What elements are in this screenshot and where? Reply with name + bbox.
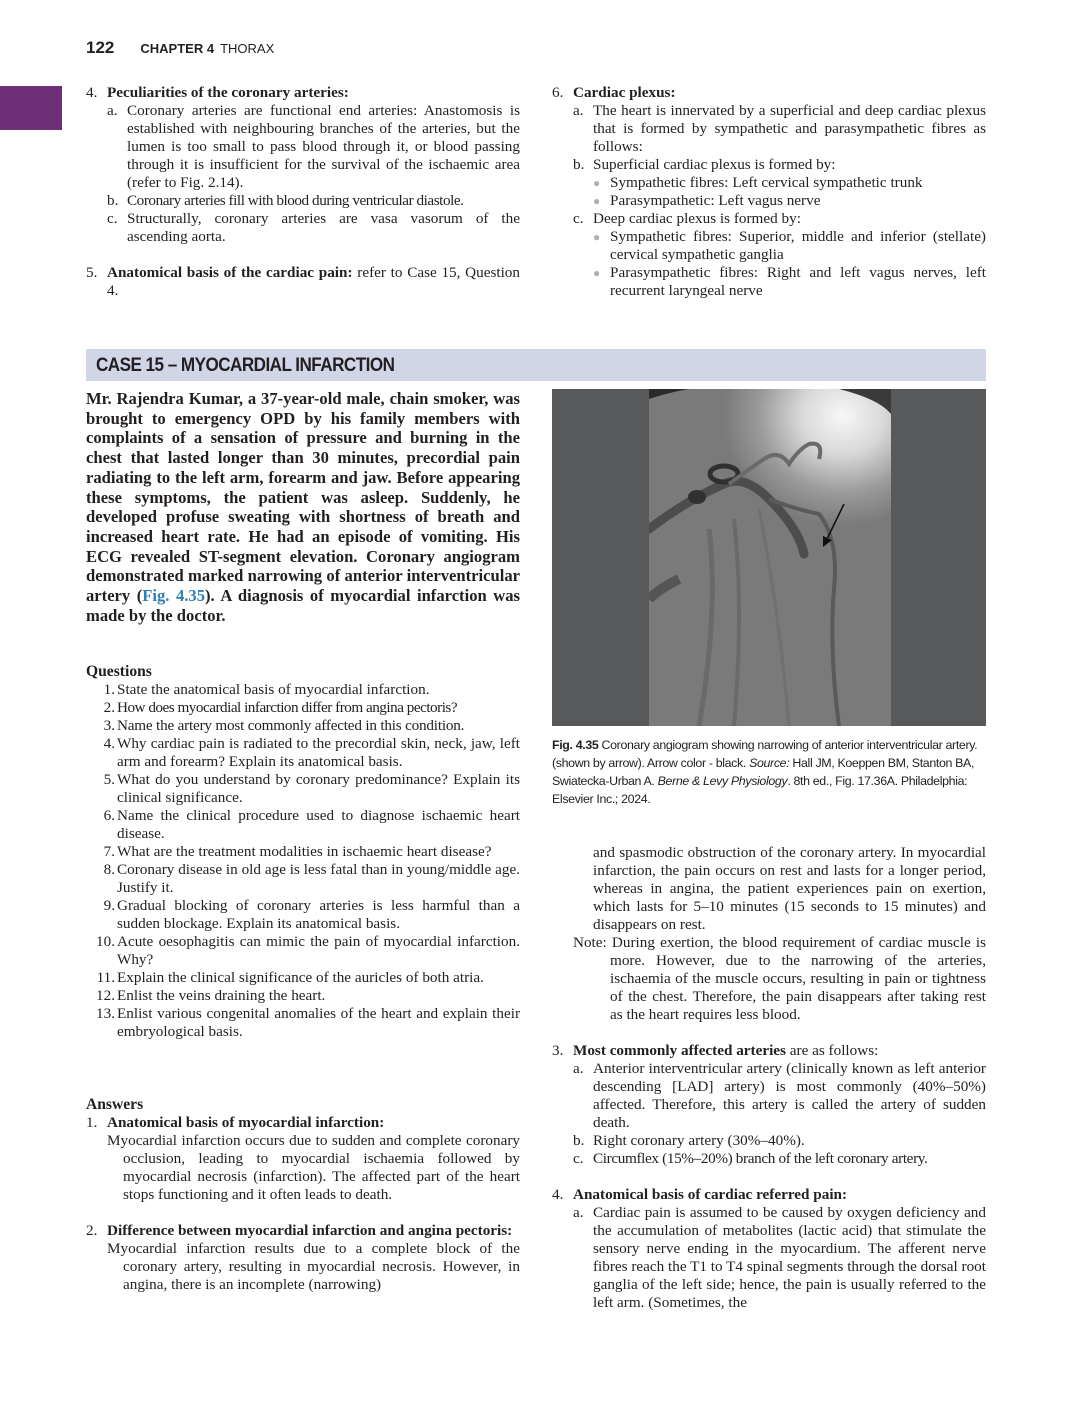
answer-title: Most commonly affected arteries <box>573 1042 786 1059</box>
answers-continued-column <box>552 844 986 1312</box>
question-item: 13. Enlist various congenital anomalies of the heart and explain their embryological basis. <box>96 1005 520 1040</box>
page-number: 122 <box>86 38 115 57</box>
answer-text: Myocardial infarction occurs due to sudden and complete coronary occlusion, leading to myocardial ischaemia followed by myocardial necrosis (infarction). The affected part of the heart stops functioning and it often leads to death. <box>107 1132 520 1203</box>
sub-item: a. Anterior interventricular artery (clinically known as left anterior descending [LAD] artery) is most commonly (40%–50%) affected. Therefore, this artery is called the artery of sudden death. <box>573 1060 986 1131</box>
figure-label: Fig. 4.35 <box>552 738 599 752</box>
bullet-icon: ● <box>593 176 601 190</box>
list-item-5: 5. Anatomical basis of the cardiac pain: refer to Case 15, Question 4. <box>86 264 520 299</box>
bullet-item: ● Sympathetic fibres: Superior, middle and inferior (stellate) cervical sympathetic ganglia <box>593 228 986 263</box>
question-item: 11. Explain the clinical significance of the auricles of both atria. <box>96 969 484 986</box>
sub-item: a. Cardiac pain is assumed to be caused by oxygen deficiency and the accumulation of metabolites (lactic acid) that stimulate the sensory nerve ending in the myocardium. The afferent nerve fibres reach the T1 to T4 spinal segments through the dorsal root ganglia of the left side; hence, the pain is usually referred to the left arm. (Sometimes, the <box>573 1204 986 1311</box>
answer-item-2: 2. Difference between myocardial infarction and angina pectoris: <box>86 1222 520 1240</box>
answers-section <box>86 1096 520 1294</box>
answer-item-3: 3. Most commonly affected arteries are as follows: <box>552 1042 879 1059</box>
list-item-4: 4. Peculiarities of the coronary arteries: <box>86 84 520 102</box>
book-title: Berne & Levy Physiology <box>657 774 788 788</box>
answer-text: Myocardial infarction results due to a complete block of the coronary artery, resulting in myocardial necrosis. However, in angina, there is an incomplete (narrowing) <box>107 1240 520 1293</box>
questions-section <box>86 663 520 1041</box>
question-item: 7. What are the treatment modalities in ischaemic heart disease? <box>103 843 492 860</box>
case-vignette: Mr. Rajendra Kumar, a 37-year-old male, chain smoker, was brought to emergency OPD by his family members with complaints of a sensation of pressure and burning in the chest that lasted longer than 30 minutes, precordial pain radiating to the left arm, forearm and jaw. Before appearing these symptoms, the patient was asleep. Suddenly, he developed profuse sweating with shortness of breath and increased heart rate. He had an episode of vomiting. His ECG revealed ST-segment elevation. Coronary angiogram demonstrated marked narrowing of anterior interventricular artery (Fig. 4.35). A diagnosis of myocardial infarction was made by the doctor. <box>86 389 520 625</box>
question-item: 4. Why cardiac pain is radiated to the precordial skin, neck, jaw, left arm and forearm? Explain its anatomical basis. <box>103 735 520 770</box>
question-item: 12. Enlist the veins draining the heart. <box>96 987 326 1004</box>
angiogram-figure <box>552 389 986 726</box>
bullet-item: ● Sympathetic fibres: Left cervical sympathetic trunk <box>593 174 923 191</box>
question-item: 1. State the anatomical basis of myocardial infarction. <box>103 681 430 698</box>
question-item: 10. Acute oesophagitis can mimic the pain of myocardial infarction. Why? <box>96 933 520 968</box>
sub-item: c. Circumflex (15%–20%) branch of the left coronary artery. <box>573 1150 928 1167</box>
sub-item: b. Right coronary artery (30%–40%). <box>573 1132 805 1149</box>
question-item: 8. Coronary disease in old age is less fatal than in young/middle age. Justify it. <box>103 861 520 896</box>
answer-item-4: 4. Anatomical basis of cardiac referred pain: <box>552 1186 986 1204</box>
item-title: Cardiac plexus: <box>573 84 676 101</box>
sub-item: b. Superficial cardiac plexus is formed by: <box>573 156 836 173</box>
running-head <box>86 38 274 58</box>
sub-item: a. The heart is innervated by a superficial and deep cardiac plexus that is formed by sympathetic and parasympathetic fibres as follows: <box>573 102 986 155</box>
bullet-icon: ● <box>593 230 601 244</box>
chapter-thumb-tab <box>0 86 62 130</box>
figure-caption: Fig. 4.35 Coronary angiogram showing narrowing of anterior interventricular artery. (shown by arrow). Arrow color - black. Source: Hall JM, Koeppen BM, Stanton BA, Swiatecka-Urban A. Berne & Levy Physiology. 8th ed., Fig. 17.36A. Philadelphia: Elsevier Inc.; 2024. <box>552 738 978 806</box>
case-title-band <box>86 349 986 381</box>
answer-title: Anatomical basis of myocardial infarction: <box>107 1114 385 1131</box>
top-left-column <box>86 84 520 300</box>
questions-heading: Questions <box>86 663 152 680</box>
answer-2-continued: and spasmodic obstruction of the coronary artery. In myocardial infarction, the pain occurs on rest and lasts for a longer period, whereas in angina, the patient experiences pain on exertion, which lasts for 5–10 minutes (15 seconds to 15 minutes) and disappears on rest. <box>593 844 986 933</box>
chapter-name: THORAX <box>220 41 275 56</box>
sub-item: a. Coronary arteries are functional end arteries: Anastomosis is established with neighbouring branches of the arteries, but the lumen is too small to pass blood through it, or blood passing through it is insufficient for the survival of the ischaemic area (refer to Fig. 2.14). <box>107 102 520 191</box>
sub-item: b. Coronary arteries fill with blood during ventricular diastole. <box>107 192 464 209</box>
case-title: CASE 15 – MYOCARDIAL INFARCTION <box>96 355 395 376</box>
list-item-6: 6. Cardiac plexus: <box>552 84 986 102</box>
question-item: 3. Name the artery most commonly affected in this condition. <box>103 717 465 734</box>
answer-title: Anatomical basis of cardiac referred pain: <box>573 1186 848 1203</box>
arrow-icon <box>649 389 891 726</box>
bullet-item: ● Parasympathetic: Left vagus nerve <box>593 192 821 209</box>
bullet-icon: ● <box>593 266 601 280</box>
bullet-icon: ● <box>593 194 601 208</box>
answer-title: Difference between myocardial infarction and angina pectoris: <box>107 1222 513 1239</box>
question-item: 6. Name the clinical procedure used to diagnose ischaemic heart disease. <box>103 807 520 842</box>
bullet-item: ● Parasympathetic fibres: Right and left vagus nerves, left recurrent laryngeal nerve <box>593 264 986 299</box>
item-title: Peculiarities of the coronary arteries: <box>107 84 349 101</box>
answer-item-1: 1. Anatomical basis of myocardial infarction: <box>86 1114 520 1132</box>
sub-item: c. Structurally, coronary arteries are vasa vasorum of the ascending aorta. <box>107 210 520 245</box>
top-right-column <box>552 84 986 300</box>
chapter-label: CHAPTER 4 <box>140 41 215 56</box>
question-item: 2. How does myocardial infarction differ from angina pectoris? <box>103 699 458 716</box>
figure-reference-link[interactable]: Fig. 4.35 <box>142 586 206 606</box>
sub-item: c. Deep cardiac plexus is formed by: <box>573 210 801 227</box>
answers-heading: Answers <box>86 1096 144 1113</box>
angiogram-image <box>649 389 891 726</box>
item-title: Anatomical basis of the cardiac pain: <box>107 264 353 281</box>
question-item: 9. Gradual blocking of coronary arteries is less harmful than a sudden blockage. Explain its anatomical basis. <box>103 897 520 932</box>
answer-2-note: Note: During exertion, the blood requirement of cardiac muscle is more. However, due to the narrowing of the arteries, ischaemia of the muscle occurs, resulting in pain or tightness of the chest. Therefore, the pain disappears after taking rest as the heart requires less blood. <box>573 934 986 1023</box>
question-item: 5. What do you understand by coronary predominance? Explain its clinical significance. <box>103 771 520 806</box>
